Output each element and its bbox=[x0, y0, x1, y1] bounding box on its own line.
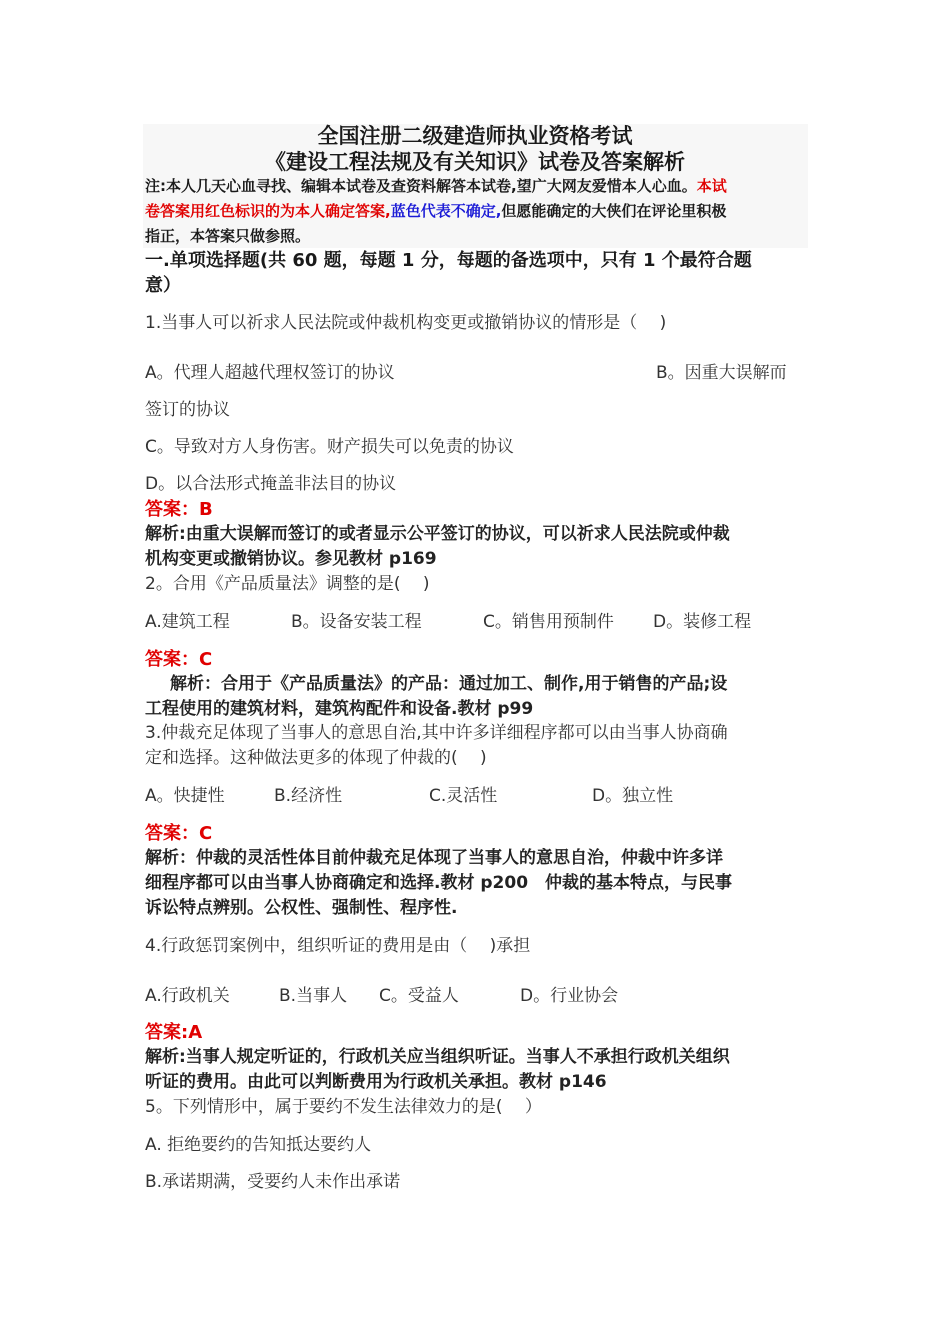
note-blue-legend: 蓝色代表不确定, bbox=[390, 202, 502, 220]
question-4-option-d: D。行业协会 bbox=[520, 986, 619, 1006]
question-1-explanation-1: 解析:由重大误解而签订的或者显示公平签订的协议，可以祈求人民法院或仲裁 bbox=[145, 524, 730, 544]
question-2-explanation-2: 工程使用的建筑材料，建筑构配件和设备.教材 p99 bbox=[145, 699, 534, 719]
question-1-option-a: A。代理人超越代理权签订的协议 bbox=[145, 363, 395, 383]
question-2-option-b: B。设备安装工程 bbox=[291, 612, 422, 632]
question-1-option-b-cont: 签订的协议 bbox=[145, 400, 230, 420]
question-2-option-d: D。装修工程 bbox=[653, 612, 752, 632]
title-line-2: 《建设工程法规及有关知识》试卷及答案解析 bbox=[265, 150, 685, 174]
question-3-explanation-2: 细程序都可以由当事人协商确定和选择.教材 p200 仲裁的基本特点，与民事 bbox=[145, 873, 733, 893]
question-3-option-d: D。独立性 bbox=[592, 786, 674, 806]
note-line-1 bbox=[145, 177, 727, 195]
question-2-explanation-1: 解析：合用于《产品质量法》的产品：通过加工、制作,用于销售的产品;设 bbox=[170, 674, 728, 694]
question-1-option-c: C。导致对方人身伤害。财产损失可以免责的协议 bbox=[145, 437, 514, 457]
question-4-answer: 答案:A bbox=[145, 1022, 203, 1043]
note-line-2 bbox=[145, 202, 726, 220]
question-1-stem: 1.当事人可以祈求人民法院或仲裁机构变更或撤销协议的情形是（ ) bbox=[145, 313, 667, 333]
question-4-explanation-2: 听证的费用。由此可以判断费用为行政机关承担。教材 p146 bbox=[145, 1072, 607, 1092]
question-1-explanation-2: 机构变更或撤销协议。参见教材 p169 bbox=[145, 549, 437, 569]
question-2-option-a: A.建筑工程 bbox=[145, 612, 230, 632]
question-4-option-a: A.行政机关 bbox=[145, 986, 230, 1006]
question-2-stem: 2。合用《产品质量法》调整的是( ) bbox=[145, 574, 430, 594]
question-3-option-a: A。快捷性 bbox=[145, 786, 225, 806]
question-3-option-c: C.灵活性 bbox=[429, 786, 498, 806]
question-4-explanation-1: 解析:当事人规定听证的，行政机关应当组织听证。当事人不承担行政机关组织 bbox=[145, 1047, 730, 1067]
question-1-answer: 答案：B bbox=[145, 499, 213, 520]
question-2-answer: 答案：C bbox=[145, 649, 213, 670]
question-3-stem-1: 3.仲裁充足体现了当事人的意思自治,其中许多详细程序都可以由当事人协商确 bbox=[145, 723, 728, 743]
question-1-option-d: D。以合法形式掩盖非法目的协议 bbox=[145, 474, 397, 494]
question-4-option-c: C。受益人 bbox=[379, 986, 459, 1006]
section-heading-cont: 意） bbox=[145, 275, 181, 296]
note-red-text: 本试 bbox=[696, 177, 727, 195]
question-5-stem: 5。下列情形中，属于要约不发生法律效力的是( ） bbox=[145, 1097, 542, 1117]
question-3-answer: 答案：C bbox=[145, 823, 213, 844]
title-line-1: 全国注册二级建造师执业资格考试 bbox=[317, 124, 633, 148]
question-3-explanation-3: 诉讼特点辨别。公权性、强制性、程序性. bbox=[145, 898, 458, 918]
question-4-option-b: B.当事人 bbox=[279, 986, 348, 1006]
question-4-stem: 4.行政惩罚案例中，组织听证的费用是由（ )承担 bbox=[145, 936, 531, 956]
question-5-option-a: A. 拒绝要约的告知抵达要约人 bbox=[145, 1135, 372, 1155]
note-request: 但愿能确定的大侠们在评论里积极 bbox=[501, 202, 727, 220]
question-3-stem-2: 定和选择。这种做法更多的体现了仲裁的( ) bbox=[145, 748, 487, 768]
question-3-option-b: B.经济性 bbox=[274, 786, 343, 806]
note-text: 注:本人几天心血寻找、编辑本试卷及查资料解答本试卷,望广大网友爱惜本人心血。 bbox=[145, 177, 697, 195]
note-red-legend: 卷答案用红色标识的为本人确定答案, bbox=[145, 202, 391, 220]
question-1-option-b: B。因重大误解而 bbox=[656, 363, 787, 383]
note-line-3: 指正，本答案只做参照。 bbox=[145, 227, 311, 245]
question-3-explanation-1: 解析：仲裁的灵活性体目前仲裁充足体现了当事人的意思自治，仲裁中许多详 bbox=[145, 848, 723, 868]
question-5-option-b: B.承诺期满，受要约人未作出承诺 bbox=[145, 1172, 401, 1192]
section-heading: 一.单项选择题(共 60 题，每题 1 分，每题的备选项中，只有 1 个最符合题 bbox=[145, 250, 752, 271]
question-2-option-c: C。销售用预制件 bbox=[483, 612, 614, 632]
